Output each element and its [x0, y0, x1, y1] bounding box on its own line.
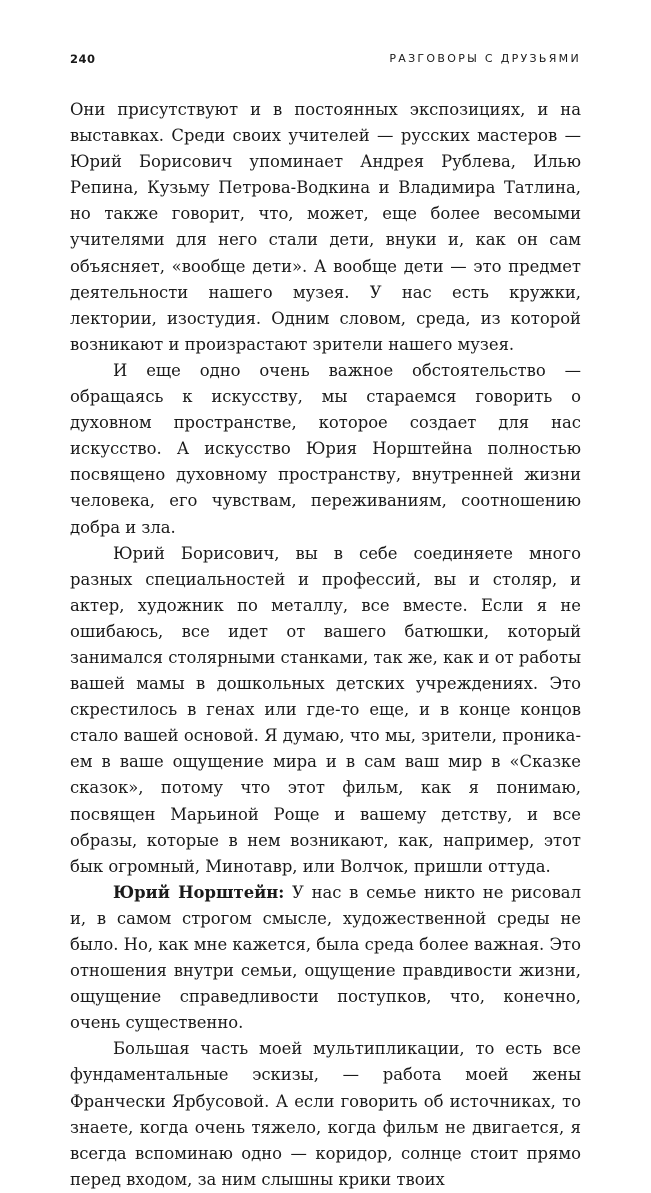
page-number: 240	[70, 52, 96, 66]
running-head: РАЗГОВОРЫ С ДРУЗЬЯМИ	[389, 52, 581, 65]
paragraph: И еще одно очень важное обстоятельство — обращаясь к искусству, мы стараемся говорить о духовном пространстве, которое создает для нас искусство. А искусство Юрия Норштейна полностью посвящено духовному пространству, внутренней жизни человека, его чувствам, переживаниям, соотношению добра и зла.	[70, 360, 581, 537]
paragraph: Юрий Борисович, вы в себе соединяете много разных специальностей и профессий, вы и столяр, и актер, художник по металлу, все вместе. Если я не ошибаюсь, все идет от вашего батюшки, который занимался столярными станками, так же, как и от работы вашей мамы в дошкольных детских учреждениях. Это скрестилось в генах или где-то еще, и в конце концов стало вашей основой. Я думаю, что мы, зрители, проникаем в ваше ощущение мира и в сам ваш мир в «Сказке сказок», потому что этот фильм, как я понимаю, посвящен Марьиной Роще и вашему детству, и все образы, которые в нем возникают, как, например, этот бык огромный, Минотавр, или Волчок, пришли оттуда.	[70, 543, 581, 876]
page-header	[70, 52, 581, 70]
speaker-name: Юрий Норштейн:	[113, 882, 285, 902]
paragraph: Они присутствуют и в постоянных экспозициях, и на выставках. Среди своих учителей — русских мастеров — Юрий Борисович упоминает Андрея Рублева, Илью Репина, Кузьму Петрова-Водкина и Владимира Татлина, но также говорит, что, может, еще более весомыми учителями для него стали дети, внуки и, как он сам объясняет, «вообще дети». А вообще дети — это предмет деятельности нашего музея. У нас есть кружки, лектории, изостудия. Одним словом, среда, из которой возникают и произрастают зрители нашего музея.	[70, 100, 581, 354]
paragraph: Большая часть моей мультипликации, то есть все фундаментальные эскизы, — работа моей жены Франчески Ярбусовой. А если говорить об источниках, то знаете, когда очень тяжело, когда фильм не двигается, я всегда вспоминаю одно — коридор, солнце стоит прямо перед входом, за ним слышны крики твоих	[70, 1039, 581, 1189]
paragraph-text: У нас в семье никто не рисовал и, в самом строгом смысле, художественной среды не было. Но, как мне кажется, была среда более важная. Это отношения внутри семьи, ощущение правдивости жизни, ощущение справедливости поступков, что, конечно, очень существенно.	[70, 882, 581, 1033]
body-text	[70, 97, 581, 1193]
paragraph-with-speaker	[70, 880, 581, 1037]
